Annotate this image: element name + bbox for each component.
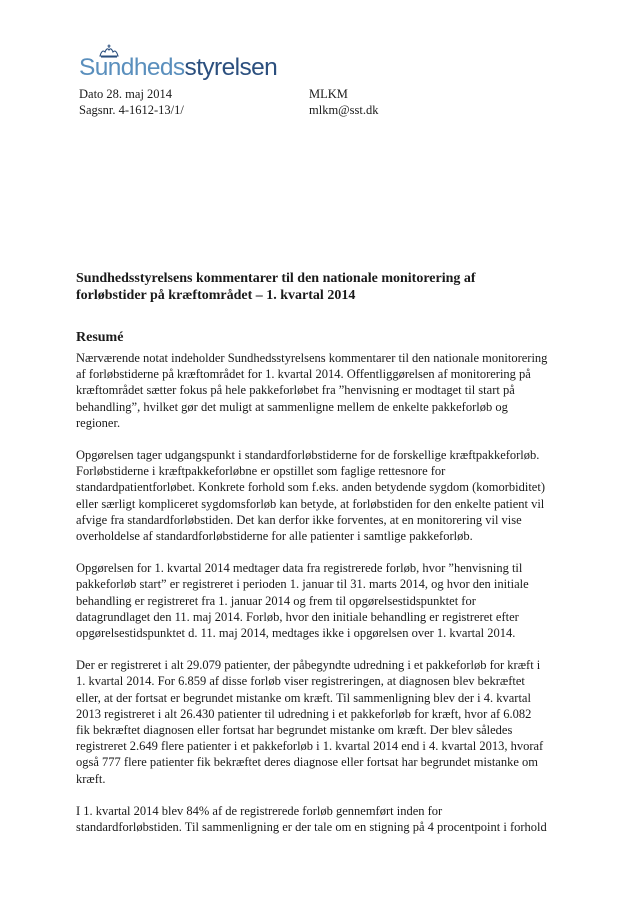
document-meta-left	[79, 86, 184, 118]
paragraph: Nærværende notat indeholder Sundhedsstyrelsens kommentarer til den nationale monitorering af forløbstiderne på kræftområdet for 1. kvartal 2014. Offentliggørelsen af monitorering på kræftområdet sætter fokus på hele pakkeforløbet fra ”henvisning er modtaget til start på behandling”, hvilket gør det muligt at sammenligne mellem de enkelte pakkeforløb og regioner.	[76, 351, 548, 430]
author-email: mlkm@sst.dk	[309, 103, 379, 117]
logo-wordmark-dark: styrelsen	[184, 54, 278, 81]
sundhedsstyrelsen-logo	[79, 44, 278, 86]
logo-wordmark-light: Sundheds	[79, 54, 185, 81]
paragraph: Opgørelsen for 1. kvartal 2014 medtager data fra registrerede forløb, hvor ”henvisning til pakkeforløb start” er registreret i perioden 1. januar til 31. marts 2014, og hvor den initiale behandling er registreret fra 1. januar 2014 og frem til opgørelsestidspunktet for datagrundlaget den 11. maj 2014. Forløb, hvor den initiale behandling er registreret efter opgørelsestidspunktet d. 11. maj 2014, medtages ikke i opgørelsen over 1. kvartal 2014.	[76, 561, 529, 641]
paragraph: Der er registreret i alt 29.079 patienter, der påbegyndte udredning i et pakkeforløb for kræft i 1. kvartal 2014. For 6.859 af disse forløb viser registreringen, at diagnosen blev bekræftet eller, at der fortsat er begrundet mistanke om kræft. Til sammenligning blev der i 4. kvartal 2013 registreret i alt 26.430 patienter til udredning i et pakkeforløb for kræft, hvor af 6.082 fik bekræftet diagnosen eller fortsat har begrundet mistanke om kræft. Der blev således registreret 2.649 flere patienter i et pakkeforløb i 1. kvartal 2014 end i 4. kvartal 2013, hvoraf også 777 flere patienter fik bekræftet deres diagnose eller fortsat har begrundet mistanke om kræft.	[76, 658, 544, 786]
document-body	[76, 350, 571, 851]
document-date: Dato 28. maj 2014	[79, 87, 173, 101]
section-heading: Resumé	[76, 330, 124, 345]
author-initials: MLKM	[309, 87, 348, 101]
document-meta-right	[309, 86, 379, 118]
paragraph: Opgørelsen tager udgangspunkt i standardforløbstiderne for de forskellige kræftpakkeforløb. Forløbstiderne i kræftpakkeforløbne er opstillet som faglige rettesnore for standardpatientforløbet. Konkrete forhold som f.eks. anden betydende sygdom (komorbiditet) eller særligt kompliceret sygdomsforløb kan betyde, at forløbstiden for den enkelte patient vil afvige fra standardforløbstiden. Det kan derfor ikke forventes, at en monitorering vil vise overholdelse af standardforløbstiderne for alle patienter i samtlige pakkeforløb.	[76, 448, 545, 544]
case-number: Sagsnr. 4-1612-13/1/	[79, 103, 184, 117]
document-title: Sundhedsstyrelsens kommentarer til den nationale monitorering af forløbstider på kræftområdet – 1. kvartal 2014	[76, 271, 476, 303]
logo-wordmark	[79, 56, 277, 81]
paragraph: I 1. kvartal 2014 blev 84% af de registrerede forløb gennemført inden for standardforløbstiden. Til sammenligning er der tale om en stigning på 4 procentpoint i forhold	[76, 803, 547, 835]
